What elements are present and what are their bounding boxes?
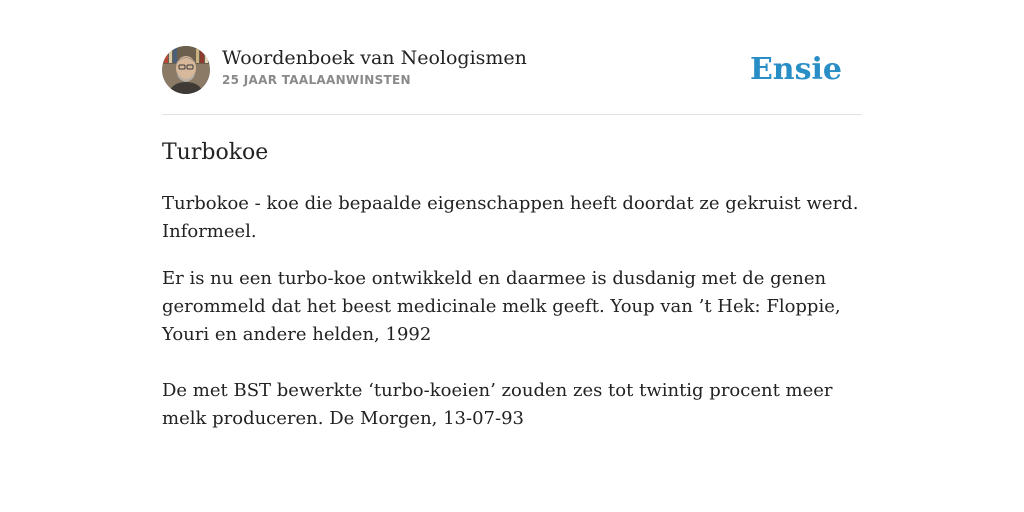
entry-definition: Turbokoe - koe die bepaalde eigenschappen heeft doordat ze gekruist werd. Informeel. <box>162 193 859 242</box>
brand-logo-link[interactable]: Ensie <box>749 52 842 87</box>
author-portrait-image <box>162 46 210 94</box>
avatar[interactable] <box>162 46 210 94</box>
entry-term: Turbokoe <box>162 140 269 165</box>
entry-example: Er is nu een turbo-koe ontwikkeld en daarmee is dusdanig met de genen gerommeld dat het beest medicinale melk geeft. Youp van ’t Hek: Floppie, Youri en andere helden, 1992 <box>162 268 841 345</box>
entry-card <box>162 46 862 433</box>
entry-header <box>162 46 862 115</box>
entry-example: De met BST bewerkte ‘turbo-koeien’ zouden zes tot twintig procent meer melk produceren. De Morgen, 13-07-93 <box>162 380 833 429</box>
source-subtitle: 25 JAAR TAALAANWINSTEN <box>222 73 411 87</box>
source-block <box>222 47 527 87</box>
source-title-link[interactable]: Woordenboek van Neologismen <box>222 47 527 69</box>
